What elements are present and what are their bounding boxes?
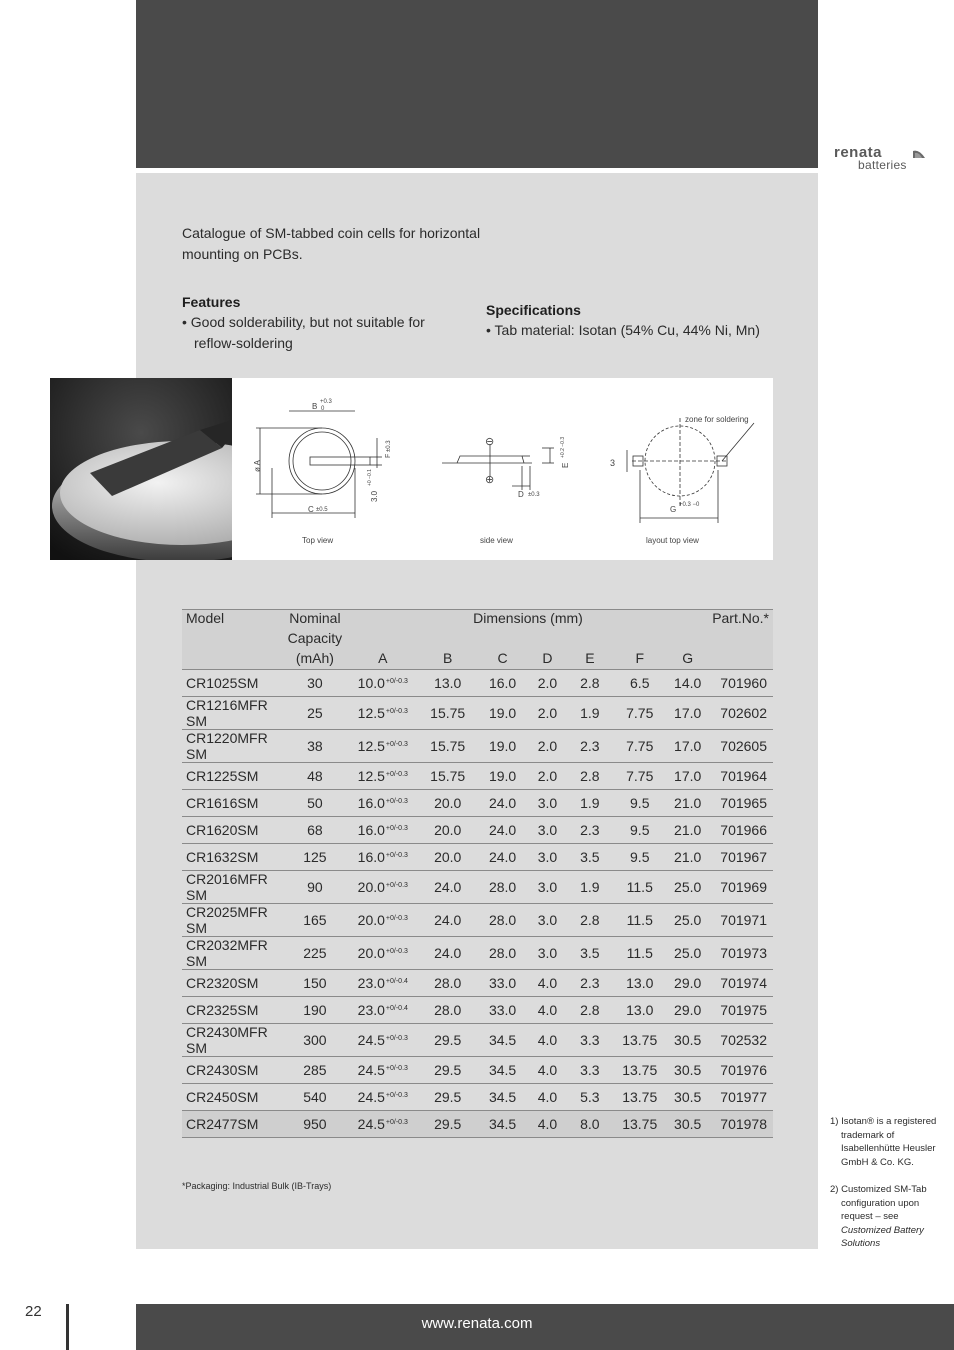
cell-f: 7.75: [616, 730, 663, 763]
cell-c: 34.5: [474, 1024, 532, 1057]
cell-b: 15.75: [422, 697, 474, 730]
footnote-2: 2) Customized SM-Tab configuration upon request – see Customized Battery Solutions: [830, 1184, 927, 1249]
cell-a: $16.0^{+0/-0.3}$: [344, 817, 422, 844]
col-capacity-1: Nominal: [289, 610, 341, 626]
cell-d: 3.0: [532, 871, 564, 904]
side-view-label: side view: [480, 536, 513, 545]
table-row: [182, 871, 773, 904]
cell-a: $16.0^{+0/-0.3}$: [344, 844, 422, 871]
cell-c: 28.0: [474, 937, 532, 970]
cell-model: CR1025SM: [182, 670, 286, 697]
cell-part: 701977: [712, 1084, 773, 1111]
cell-b: 24.0: [422, 937, 474, 970]
cell-c: 24.0: [474, 790, 532, 817]
cell-part: 701971: [712, 904, 773, 937]
cell-model: CR1225SM: [182, 763, 286, 790]
tolerance: +0/-0.3: [385, 1119, 408, 1126]
top-view-label: Top view: [302, 536, 334, 545]
tolerance: +0/-0.4: [385, 978, 408, 985]
tolerance: +0/-0.3: [385, 882, 408, 889]
cell-d: 3.0: [532, 844, 564, 871]
cell-model: CR2032MFR SM: [182, 937, 286, 970]
cell-part: 701960: [712, 670, 773, 697]
dim-b-label: B: [312, 402, 318, 411]
header-band: [136, 0, 818, 168]
cell-g: 30.5: [663, 1024, 712, 1057]
cell-g: 25.0: [663, 937, 712, 970]
col-part: Part.No.*: [712, 610, 769, 626]
cell-g: 29.0: [663, 997, 712, 1024]
cell-e: 3.5: [563, 937, 616, 970]
cell-b: 29.5: [422, 1111, 474, 1138]
brand-sub: batteries: [858, 158, 907, 172]
cell-c: 28.0: [474, 871, 532, 904]
dim-c-label: C: [308, 505, 314, 514]
features-title: Features: [182, 294, 241, 310]
cell-capacity: 225: [286, 937, 344, 970]
cell-f: 11.5: [616, 904, 663, 937]
dim-3-label: 3.0: [370, 490, 379, 502]
tolerance: +0/-0.3: [385, 915, 408, 922]
tolerance: +0/-0.3: [385, 798, 408, 805]
table-row: [182, 904, 773, 937]
tolerance: +0/-0.3: [385, 708, 408, 715]
dim-c-tol: ±0.5: [316, 507, 328, 513]
cell-c: 28.0: [474, 904, 532, 937]
cell-model: CR2025MFR SM: [182, 904, 286, 937]
cell-capacity: 285: [286, 1057, 344, 1084]
cell-capacity: 150: [286, 970, 344, 997]
col-capacity-3: (mAh): [295, 649, 334, 666]
cell-e: 2.8: [563, 997, 616, 1024]
cell-model: CR1620SM: [182, 817, 286, 844]
cell-capacity: 25: [286, 697, 344, 730]
cell-f: 13.0: [616, 997, 663, 1024]
col-dimensions: Dimensions (mm): [473, 610, 583, 626]
cell-b: 29.5: [422, 1057, 474, 1084]
cell-b: 15.75: [422, 730, 474, 763]
cell-part: 701973: [712, 937, 773, 970]
table-row: [182, 697, 773, 730]
specifications-title: Specifications: [486, 302, 581, 318]
cell-d: 3.0: [532, 817, 564, 844]
wave-icon: [912, 147, 926, 159]
dim-g-label: G: [670, 505, 677, 514]
cell-d: 2.0: [532, 670, 564, 697]
brand-logo: [834, 144, 944, 174]
cell-a: $12.5^{+0/-0.3}$: [344, 730, 422, 763]
cell-b: 28.0: [422, 970, 474, 997]
footnote-2-link: Customized Battery Solutions: [841, 1224, 924, 1249]
cell-b: 15.75: [422, 763, 474, 790]
cell-part: 701965: [712, 790, 773, 817]
zone-label: zone for soldering: [685, 415, 749, 424]
cell-g: 21.0: [663, 817, 712, 844]
cell-g: 17.0: [663, 730, 712, 763]
col-a: A: [378, 649, 388, 666]
cell-b: 20.0: [422, 844, 474, 871]
cell-e: 3.5: [563, 844, 616, 871]
table-row: [182, 1111, 773, 1138]
table-row: [182, 1084, 773, 1111]
cell-f: 13.75: [616, 1024, 663, 1057]
cell-a: $10.0^{+0/-0.3}$: [344, 670, 422, 697]
brand-name: renata: [834, 144, 883, 161]
cell-capacity: 540: [286, 1084, 344, 1111]
cell-capacity: 68: [286, 817, 344, 844]
cell-a: $12.5^{+0/-0.3}$: [344, 763, 422, 790]
cell-f: 11.5: [616, 937, 663, 970]
dim-3-tol: +0 −0.1: [367, 469, 373, 486]
dimension-drawing: [232, 378, 773, 560]
cell-c: 24.0: [474, 817, 532, 844]
cell-e: 8.0: [563, 1111, 616, 1138]
cell-d: 4.0: [532, 1057, 564, 1084]
cell-e: 1.9: [563, 697, 616, 730]
cell-a: $23.0^{+0/-0.4}$: [344, 970, 422, 997]
tolerance: +0/-0.3: [385, 1065, 408, 1072]
cell-capacity: 165: [286, 904, 344, 937]
dim-a-label: ø A: [253, 459, 262, 472]
cell-model: CR1216MFR SM: [182, 697, 286, 730]
cell-b: 29.5: [422, 1024, 474, 1057]
tolerance: +0/-0.3: [385, 741, 408, 748]
cell-part: 701978: [712, 1111, 773, 1138]
footnotes: [830, 1115, 945, 1265]
page-number: 22: [25, 1303, 42, 1320]
dim-f-label: F: [385, 453, 392, 458]
table-row: [182, 937, 773, 970]
cell-part: 701969: [712, 871, 773, 904]
cell-f: 11.5: [616, 871, 663, 904]
cell-model: CR2016MFR SM: [182, 871, 286, 904]
dim-e-label: E: [561, 462, 570, 468]
cell-capacity: 190: [286, 997, 344, 1024]
cell-model: CR1616SM: [182, 790, 286, 817]
cell-a: $20.0^{+0/-0.3}$: [344, 871, 422, 904]
cell-a: $24.5^{+0/-0.3}$: [344, 1111, 422, 1138]
cell-g: 17.0: [663, 763, 712, 790]
cell-d: 2.0: [532, 730, 564, 763]
tolerance: +0/-0.3: [385, 852, 408, 859]
cell-c: 19.0: [474, 697, 532, 730]
tolerance: +0/-0.3: [385, 1092, 408, 1099]
specifications-item: • Tab material: Isotan (54% Cu, 44% Ni, Mn): [486, 322, 760, 338]
cell-c: 19.0: [474, 763, 532, 790]
footnote-1: 1) Isotan® is a registered trademark of Isabellenhütte Heusler GmbH & Co. KG.: [830, 1116, 937, 1168]
tolerance: +0/-0.3: [385, 1035, 408, 1042]
plus-icon: ⊕: [485, 474, 495, 486]
cell-e: 5.3: [563, 1084, 616, 1111]
cell-g: 14.0: [663, 670, 712, 697]
cell-model: CR1220MFR SM: [182, 730, 286, 763]
table-row: [182, 790, 773, 817]
cell-g: 21.0: [663, 844, 712, 871]
cell-e: 2.3: [563, 817, 616, 844]
packaging-note: *Packaging: Industrial Bulk (IB-Trays): [182, 1181, 332, 1191]
table-row: [182, 670, 773, 697]
tolerance: +0/-0.3: [385, 678, 408, 685]
layout-view-label: layout top view: [646, 536, 699, 545]
cell-e: 1.9: [563, 790, 616, 817]
table-row: [182, 763, 773, 790]
cell-part: 701975: [712, 997, 773, 1024]
cell-e: 1.9: [563, 871, 616, 904]
col-model: Model: [186, 610, 225, 626]
table-row: [182, 730, 773, 763]
dim-b-tol-top: +0.3: [320, 399, 332, 405]
features-item: • Good solderability, but not suitable for reflow-soldering: [182, 314, 425, 351]
cell-e: 2.8: [563, 763, 616, 790]
dim-3-layout-label: 3: [610, 458, 616, 468]
footer-band: [136, 1304, 954, 1350]
cell-d: 4.0: [532, 1084, 564, 1111]
table-row: [182, 997, 773, 1024]
product-table: [182, 609, 773, 1138]
cell-g: 25.0: [663, 871, 712, 904]
cell-d: 3.0: [532, 937, 564, 970]
cell-capacity: 50: [286, 790, 344, 817]
cell-f: 7.75: [616, 763, 663, 790]
specifications-section: [486, 300, 806, 341]
cell-a: $16.0^{+0/-0.3}$: [344, 790, 422, 817]
cell-d: 4.0: [532, 1024, 564, 1057]
cell-b: 29.5: [422, 1084, 474, 1111]
cell-e: 2.8: [563, 904, 616, 937]
cell-c: 16.0: [474, 670, 532, 697]
cell-d: 3.0: [532, 904, 564, 937]
cell-f: 9.5: [616, 817, 663, 844]
tolerance: +0/-0.4: [385, 1005, 408, 1012]
cell-d: 4.0: [532, 997, 564, 1024]
cell-part: 702605: [712, 730, 773, 763]
cell-a: $24.5^{+0/-0.3}$: [344, 1057, 422, 1084]
cell-part: 701966: [712, 817, 773, 844]
cell-d: 2.0: [532, 697, 564, 730]
cell-e: 3.3: [563, 1024, 616, 1057]
col-f: F: [635, 649, 645, 666]
cell-a: $23.0^{+0/-0.4}$: [344, 997, 422, 1024]
cell-b: 24.0: [422, 904, 474, 937]
cell-g: 30.5: [663, 1084, 712, 1111]
coin-cell-photo: [50, 378, 232, 560]
cell-d: 2.0: [532, 763, 564, 790]
dim-d-label: D: [518, 490, 524, 499]
col-capacity-2: Capacity: [287, 629, 343, 646]
cell-b: 28.0: [422, 997, 474, 1024]
cell-b: 20.0: [422, 817, 474, 844]
cell-f: 9.5: [616, 790, 663, 817]
cell-c: 33.0: [474, 970, 532, 997]
cell-f: 13.75: [616, 1111, 663, 1138]
table-row: [182, 1024, 773, 1057]
cell-c: 19.0: [474, 730, 532, 763]
cell-capacity: 38: [286, 730, 344, 763]
features-section: [182, 292, 452, 354]
cell-f: 13.0: [616, 970, 663, 997]
dim-d-tol: ±0.3: [528, 492, 540, 498]
cell-f: 6.5: [616, 670, 663, 697]
tolerance: +0/-0.3: [385, 948, 408, 955]
cell-capacity: 125: [286, 844, 344, 871]
cell-f: 13.75: [616, 1057, 663, 1084]
cell-g: 21.0: [663, 790, 712, 817]
cell-b: 13.0: [422, 670, 474, 697]
cell-capacity: 48: [286, 763, 344, 790]
intro-text: Catalogue of SM-tabbed coin cells for horizontal mounting on PCBs.: [182, 225, 481, 262]
cell-c: 24.0: [474, 844, 532, 871]
dim-b-tol-bot: 0: [321, 406, 325, 412]
cell-a: $24.5^{+0/-0.3}$: [344, 1024, 422, 1057]
dim-g-tol: +0.3 −0: [679, 502, 700, 508]
cell-d: 3.0: [532, 790, 564, 817]
cell-a: $24.5^{+0/-0.3}$: [344, 1084, 422, 1111]
cell-g: 25.0: [663, 904, 712, 937]
cell-e: 3.3: [563, 1057, 616, 1084]
cell-model: CR2430MFR SM: [182, 1024, 286, 1057]
cell-g: 30.5: [663, 1057, 712, 1084]
cell-g: 17.0: [663, 697, 712, 730]
cell-f: 13.75: [616, 1084, 663, 1111]
cell-b: 20.0: [422, 790, 474, 817]
cell-b: 24.0: [422, 871, 474, 904]
col-d: D: [542, 649, 553, 666]
cell-a: $20.0^{+0/-0.3}$: [344, 904, 422, 937]
cell-model: CR2430SM: [182, 1057, 286, 1084]
cell-e: 2.3: [563, 730, 616, 763]
table-row: [182, 817, 773, 844]
table-row: [182, 844, 773, 871]
cell-a: $12.5^{+0/-0.3}$: [344, 697, 422, 730]
col-c: C: [497, 649, 508, 666]
cell-part: 701976: [712, 1057, 773, 1084]
col-g: G: [682, 649, 694, 666]
cell-capacity: 950: [286, 1111, 344, 1138]
tolerance: +0/-0.3: [385, 825, 408, 832]
cell-model: CR2450SM: [182, 1084, 286, 1111]
cell-a: $20.0^{+0/-0.3}$: [344, 937, 422, 970]
cell-f: 7.75: [616, 697, 663, 730]
cell-model: CR1632SM: [182, 844, 286, 871]
cell-model: CR2325SM: [182, 997, 286, 1024]
top-view-drawing: [256, 411, 382, 518]
cell-e: 2.8: [563, 670, 616, 697]
cell-d: 4.0: [532, 970, 564, 997]
cell-model: CR2320SM: [182, 970, 286, 997]
dim-e-tol: +0.2 −0.3: [560, 436, 566, 458]
cell-part: 701967: [712, 844, 773, 871]
cell-g: 30.5: [663, 1111, 712, 1138]
cell-model: CR2477SM: [182, 1111, 286, 1138]
cell-capacity: 30: [286, 670, 344, 697]
table-row: [182, 970, 773, 997]
cell-part: 701964: [712, 763, 773, 790]
cell-d: 4.0: [532, 1111, 564, 1138]
col-b: B: [443, 649, 453, 666]
cell-capacity: 90: [286, 871, 344, 904]
cell-f: 9.5: [616, 844, 663, 871]
side-view-drawing: [442, 444, 554, 490]
cell-part: 701974: [712, 970, 773, 997]
cell-capacity: 300: [286, 1024, 344, 1057]
minus-icon: ⊖: [485, 436, 495, 448]
dim-f-tol: ±0.3: [386, 440, 392, 452]
cell-c: 34.5: [474, 1084, 532, 1111]
tolerance: +0/-0.3: [385, 771, 408, 778]
cell-part: 702532: [712, 1024, 773, 1057]
cell-c: 33.0: [474, 997, 532, 1024]
cell-g: 29.0: [663, 970, 712, 997]
footer-url[interactable]: www.renata.com: [421, 1315, 533, 1332]
col-e: E: [585, 649, 595, 666]
cell-e: 2.3: [563, 970, 616, 997]
cell-c: 34.5: [474, 1111, 532, 1138]
cell-c: 34.5: [474, 1057, 532, 1084]
table-row: [182, 1057, 773, 1084]
cell-part: 702602: [712, 697, 773, 730]
page-divider: [66, 1304, 69, 1350]
